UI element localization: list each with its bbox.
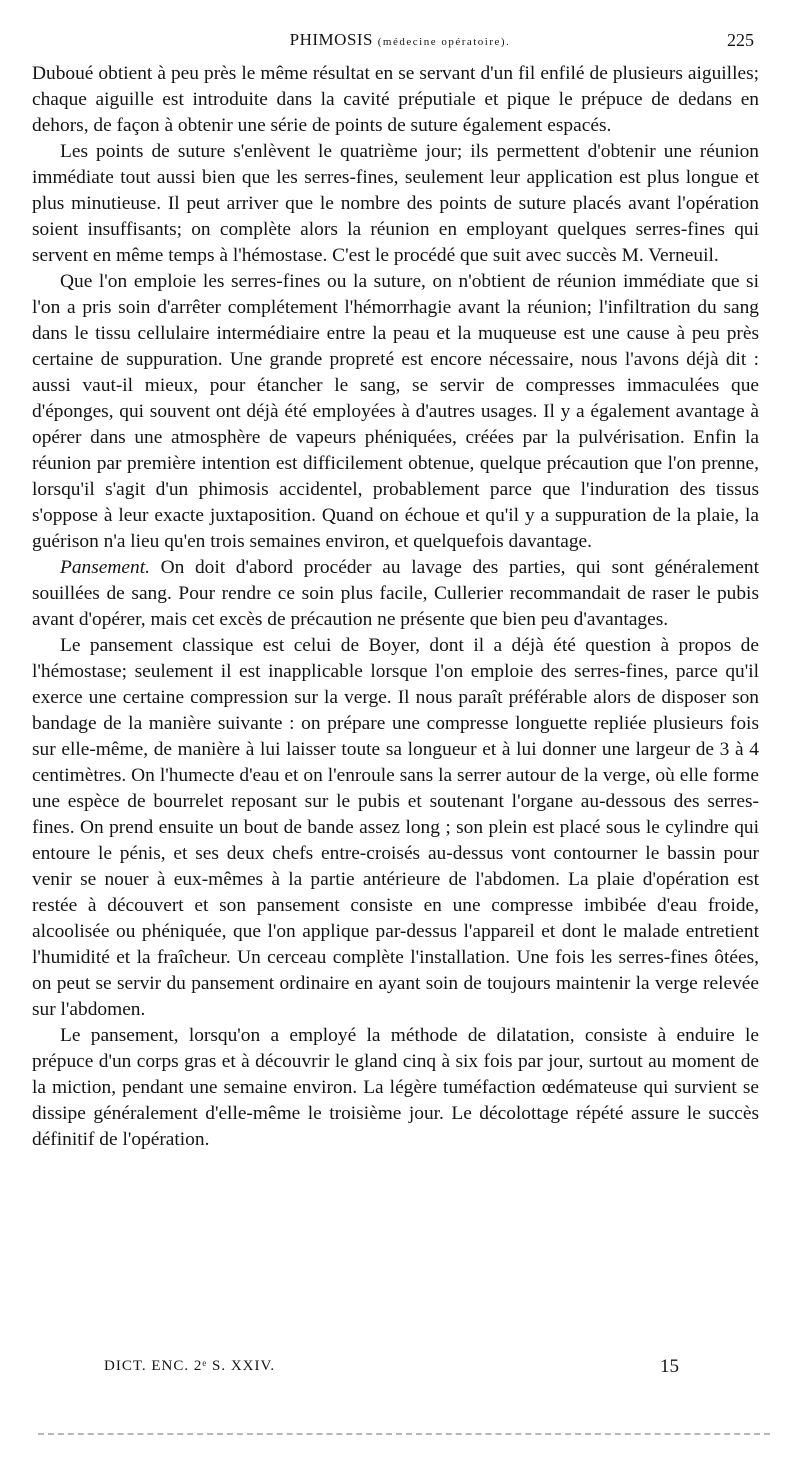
paragraph-boyer: Le pansement classique est celui de Boyer, dont il a déjà été question à propos de l'hémostase; seulement il est inapplicable lorsque l'on emploie des serres-fines, parce qu'il exerce une certaine compression sur la verge. Il nous paraît préférable alors de disposer son bandage de la manière suivante : on prépare une compresse longuette repliée plusieurs fois sur elle-même, de manière à lui laisser toute sa longueur et à lui donner une largeur de 3 à 4 centimètres. On l'humecte d'eau et on l'enroule sans la serrer autour de la verge, où elle forme une espèce de bourrelet reposant sur le pubis et soutenant l'organe au-dessous des serres-fines. On prend ensuite un bout de bande assez long ; son plein est placé sous le cylindre qui entoure le pénis, et ses deux chefs entre-croisés au-dessus vont contourner le bassin pour venir se nouer à eux-mêmes à la partie antérieure de l'abdomen. La plaie d'opération est restée à découvert et son pansement consiste en une compresse imbibée d'eau froide, alcoolisée ou phéniquée, que l'on applique par-dessus l'appareil et dont le malade entretient l'humidité et la fraîcheur. Un cerceau complète l'installation. Une fois les serres-fines ôtées, on peut se servir du pansement ordinaire en ayant soin de toujours maintenir la verge relevée sur l'abdomen. [32,635,759,1020]
paragraph-points-de-suture: Les points de suture s'enlèvent le quatrième jour; ils permettent d'obtenir une réunion immédiate tout aussi bien que les serres-fines, seulement leur application est plus longue et plus minutieuse. Il peut arriver que le nombre des points de suture placés avant l'opération soient insuffisants; on complète alors la réunion en employant quelques serres-fines qui servent en même temps à l'hémostase. C'est le procédé que suit avec succès M. Verneuil. [32,141,759,266]
footer-signature: DICT. ENC. 2ᵉ S. XXIV. [104,1358,276,1374]
title-section: (médecine opératoire). [377,36,511,48]
sheet-number: 15 [660,1356,679,1377]
page-number: 225 [727,30,754,50]
page-footer [0,1356,800,1386]
paragraph-reunion: Que l'on emploie les serres-fines ou la suture, on n'obtient de réunion immédiate que si l'on a pris soin d'arrêter complétement l'hémorrhagie avant la réunion; l'infiltration du sang dans le tissu cellulaire intermédiaire entre la peau et la muqueuse est une cause à peu près certaine de suppuration. Une grande propreté est encore nécessaire, nous l'avons déjà dit : aussi vaut-il mieux, pour étancher le sang, se servir de compresses immaculées que d'éponges, qui souvent ont déjà été employées à d'autres usages. Il y a également avantage à opérer dans une atmosphère de vapeurs phéniquées, créées par la pulvérisation. Enfin la réunion par première intention est difficilement obtenue, quelque précaution que l'on prenne, lorsqu'il s'agit d'un phimosis accidentel, probablement parce que l'induration des tissus s'oppose à leur exacte juxtaposition. Quand on échoue et qu'il y a suppuration de la plaie, la guérison n'a lieu qu'en trois semaines environ, et quelquefois davantage. [32,271,759,552]
running-header [0,22,800,58]
pansement-label: Pansement. [60,557,150,578]
bottom-rule [38,1433,770,1435]
title-main: PHIMOSIS [289,30,374,49]
paragraph-pansement [32,555,759,633]
paragraph-dilatation: Le pansement, lorsqu'on a employé la méthode de dilatation, consiste à enduire le prépuce d'un corps gras et à découvrir le gland cinq à six fois par jour, surtout au moment de la miction, pendant une semaine environ. La légère tuméfaction œdémateuse qui survient se dissipe généralement d'elle-même le troisième jour. Le décolottage répété assure le succès définitif de l'opération. [32,1025,759,1150]
running-title [0,30,800,50]
paragraph-duboue: Duboué obtient à peu près le même résultat en se servant d'un fil enfilé de plusieurs aiguilles; chaque aiguille est introduite dans la cavité préputiale et pique le prépuce de dedans en dehors, de façon à obtenir une série de points de suture également espacés. [32,63,759,136]
body-text [32,61,759,1153]
pansement-text: On doit d'abord procéder au lavage des parties, qui sont généralement souillées de sang. Pour rendre ce soin plus facile, Cullerier recommandait de raser le pubis avant d'opérer, mais cet excès de précaution ne présente que bien peu d'avantages. [32,557,759,630]
